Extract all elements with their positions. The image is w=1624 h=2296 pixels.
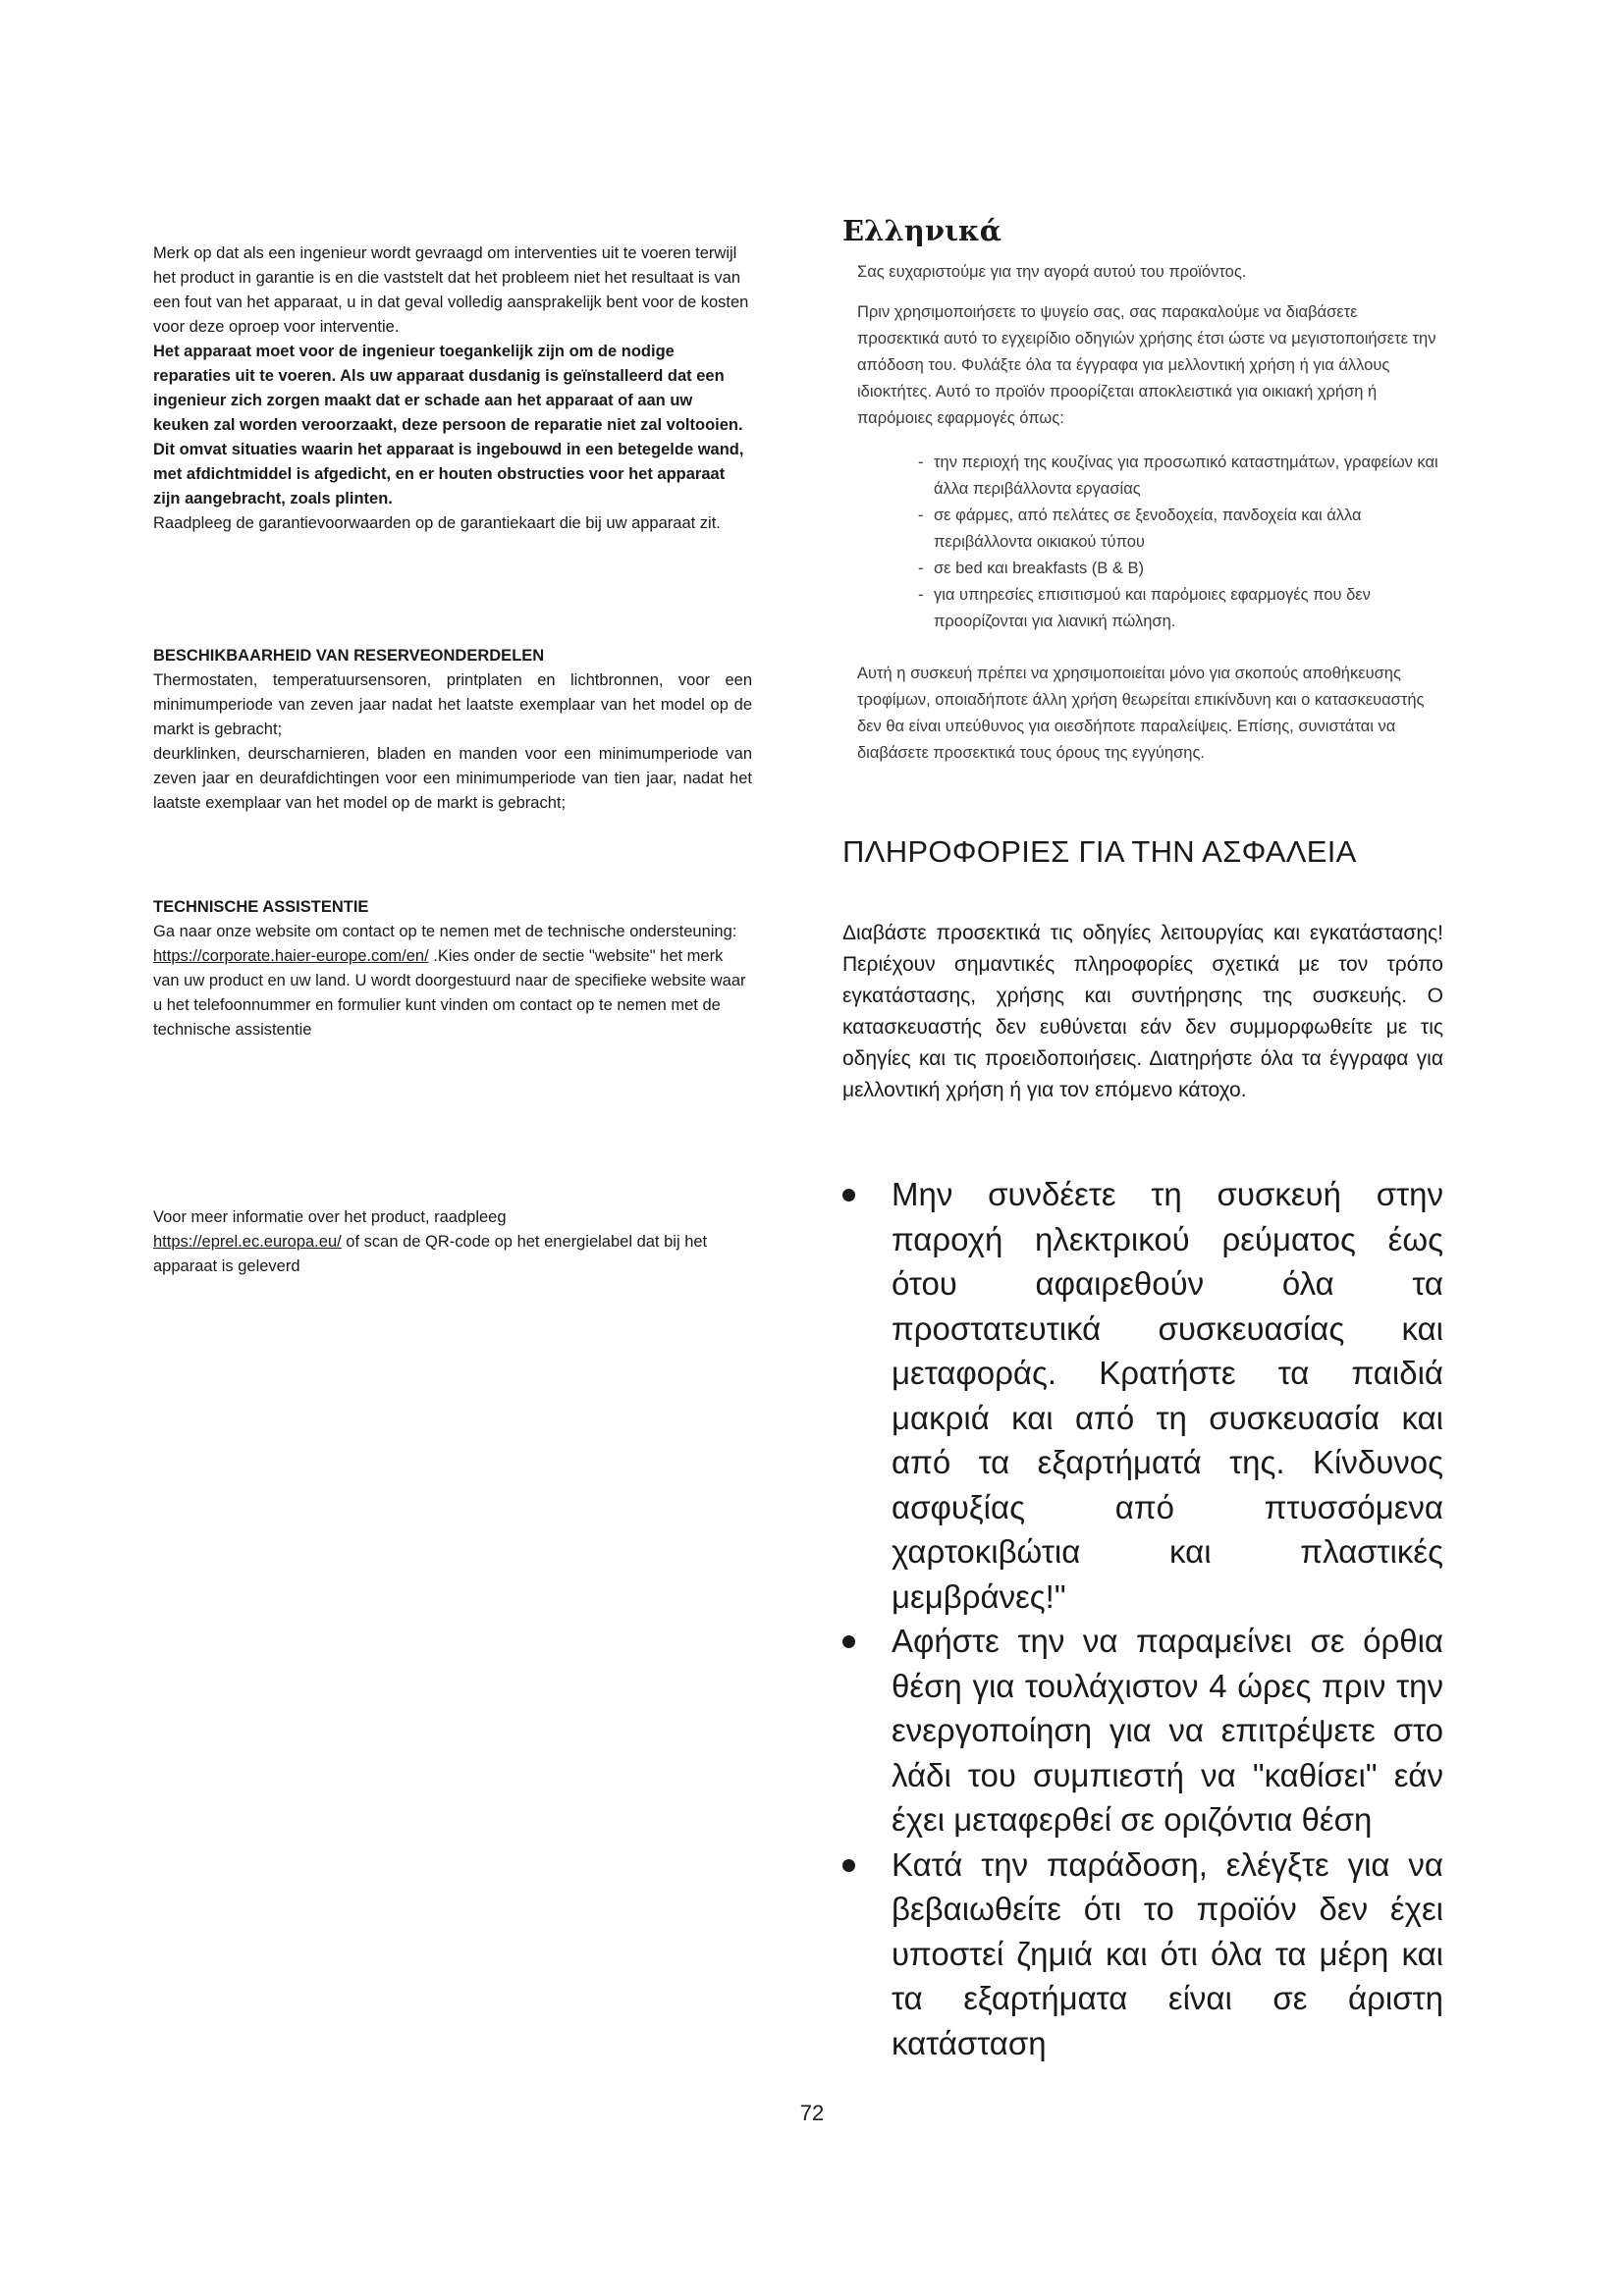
list-item: - σε bed και breakfasts (B & B) xyxy=(918,560,1144,577)
product-info-text: Voor meer informatie over het product, raadpleeg https://eprel.ec.europa.eu/ of scan de QR-code op het energielabel dat bij het apparaat is geleverd xyxy=(153,1208,708,1275)
language-title: Ελληνικά xyxy=(842,214,1002,247)
technical-assistance-text: Ga naar onze website om contact op te nemen met de technische ondersteuning: https://corporate.haier-europe.com/en/ .Kies onder de sectie "website" het merk van uw product en uw land. U wordt doorgestuurd naar de specifieke website waar u het telefoonnummer en formulier kunt vinden om contact op te nemen met de technische assistentie xyxy=(153,923,746,1039)
list-item: Μην συνδέετε τη συσκευή στην παροχή ηλεκτρικού ρεύματος έως ότου αφαιρεθούν όλα τα προστατευτικά συσκευασίας και μεταφοράς. Κρατήστε τα παιδιά μακριά και από τη συσκευασία και από τα εξαρτήματά της. Κίνδυνος ασφυξίας από πτυσσόμενα χαρτοκιβώτια και πλαστικές μεμβράνες!" xyxy=(842,1172,1443,1619)
list-item: - την περιοχή της κουζίνας για προσωπικό καταστημάτων, γραφείων και άλλα περιβάλλοντα εργασίας xyxy=(918,454,1438,498)
intro-text: Πριν χρησιμοποιήσετε το ψυγείο σας, σας παρακαλούμε να διαβάσετε προσεκτικά αυτό το εγχειρίδιο οδηγιών χρήσης έτσι ώστε να μεγιστοποιήσετε την απόδοση του. Φυλάξτε όλα τα έγγραφα για μελλοντική χρήση ή για άλλους ιδιοκτήτες. Αυτό το προϊόν προορίζεται αποκλειστικά για οικιακή χρήση ή παρόμοιες εφαρμογές όπως: xyxy=(857,303,1436,427)
thanks-text: Σας ευχαριστούμε για την αγορά αυτού του προϊόντος. xyxy=(857,263,1247,281)
safety-heading: ΠΛΗΡΟΦΟΡΙΕΣ ΓΙΑ ΤΗΝ ΑΣΦΑΛΕΙΑ xyxy=(842,834,1357,869)
list-item: - σε φάρμες, από πελάτες σε ξενοδοχεία, πανδοχεία και άλλα περιβάλλοντα οικιακού τύπου xyxy=(918,507,1362,551)
access-note: Het apparaat moet voor de ingenieur toegankelijk zijn om de nodige reparaties uit te voeren. Als uw apparaat dusdanig is geïnstalleerd dat een ingenieur zich zorgen maakt dat er schade aan het apparaat of aan uw keuken zal worden veroorzaakt, deze persoon de reparatie niet zal voltooien. xyxy=(153,343,743,434)
list-item: Αφήστε την να παραμείνει σε όρθια θέση για τουλάχιστον 4 ώρες πριν την ενεργοποίηση για να επιτρέψετε στο λάδι του συμπιεστή να "καθίσει" εάν έχει μεταφερθεί σε οριζόντια θέση xyxy=(842,1619,1443,1842)
technical-assistance-heading: TECHNISCHE ASSISTENTIE xyxy=(153,898,369,916)
safety-intro: Διαβάστε προσεκτικά τις οδηγίες λειτουργίας και εγκατάστασης! Περιέχουν σημαντικές πληροφορίες σχετικά με τον τρόπο εγκατάστασης, χρήσης και συντήρησης της συσκευής. Ο κατασκευαστής δεν ευθύνεται εάν δεν συμμορφωθείτε με τις οδηγίες και τις προειδοποιήσεις. Διατηρήστε όλα τα έγγραφα για μελλοντική χρήση ή για τον επόμενο κάτοχο. xyxy=(842,922,1443,1101)
warranty-note: Merk op dat als een ingenieur wordt gevraagd om interventies uit te voeren terwijl het product in garantie is en die vaststelt dat het probleem niet het resultaat is van een fout van het apparaat, u in dat geval volledig aansprakelijk bent voor de kosten voor deze oproep voor interventie. xyxy=(153,244,749,336)
bullet-icon xyxy=(842,1635,855,1648)
spare-parts-heading: BESCHIKBAARHEID VAN RESERVEONDERDELEN xyxy=(153,647,545,665)
built-in-note: Dit omvat situaties waarin het apparaat is ingebouwd in een betegelde wand, met afdichtmiddel is afgedicht, en er houten obstructies voor het apparaat zijn aangebracht, zoals plinten. xyxy=(153,441,744,507)
storage-text: Αυτή η συσκευή πρέπει να χρησιμοποιείται μόνο για σκοπούς αποθήκευσης τροφίμων, οποιαδήποτε άλλη χρήση θεωρείται επικίνδυνη και ο κατασκευαστής δεν θα είναι υπεύθυνος για οιεσδήποτε παραλείψεις. Επίσης, συνιστάται να διαβάσετε προσεκτικά τους όρους της εγγύησης. xyxy=(857,665,1425,762)
safety-bullets xyxy=(842,1172,1443,2065)
eprel-link[interactable]: https://eprel.ec.europa.eu/ xyxy=(153,1233,342,1251)
list-item: Κατά την παράδοση, ελέγξτε για να βεβαιωθείτε ότι το προϊόν δεν έχει υποστεί ζημιά και ότι όλα τα μέρη και τα εξαρτήματα είναι σε άριστη κατάσταση xyxy=(842,1842,1443,2066)
page-number: 72 xyxy=(799,2101,825,2125)
bullet-icon xyxy=(842,1859,855,1872)
list-item: - για υπηρεσίες επισιτισμού και παρόμοιες εφαρμογές που δεν προορίζονται για λιανική πώληση. xyxy=(918,586,1371,630)
spare-parts-text-2: deurklinken, deurscharnieren, bladen en manden voor een minimumperiode van zeven jaar en deurafdichtingen voor een minimumperiode van tien jaar, nadat het laatste exemplaar van het model op de markt is gebracht; xyxy=(153,745,752,812)
warranty-card-note: Raadpleeg de garantievoorwaarden op de garantiekaart die bij uw apparaat zit. xyxy=(153,514,721,532)
usage-list xyxy=(918,450,1443,635)
bullet-icon xyxy=(842,1189,855,1201)
spare-parts-text-1: Thermostaten, temperatuursensoren, printplaten en lichtbronnen, voor een minimumperiode van zeven jaar nadat het laatste exemplaar van het model op de markt is gebracht; xyxy=(153,671,752,738)
haier-support-link[interactable]: https://corporate.haier-europe.com/en/ xyxy=(153,947,429,965)
